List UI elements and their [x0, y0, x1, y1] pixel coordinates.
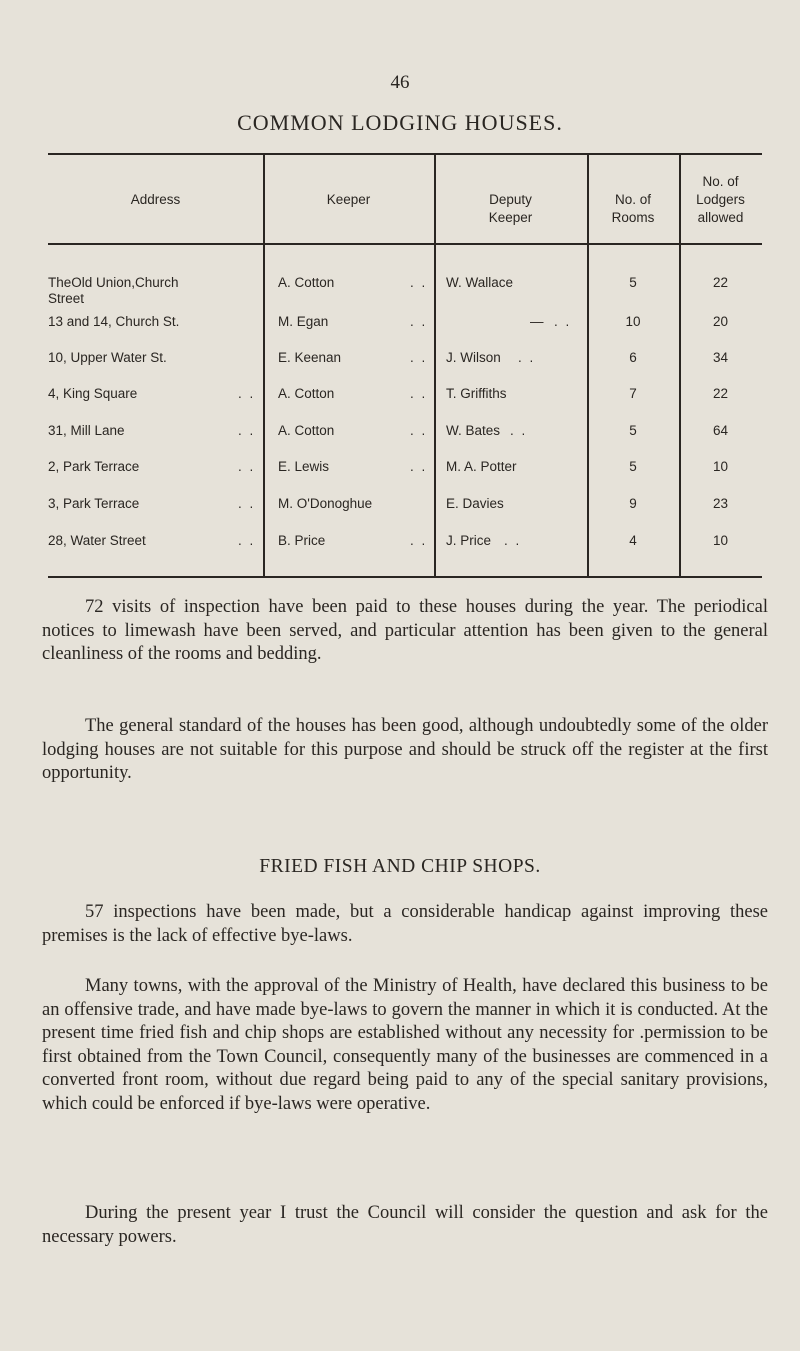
cell-keeper: A. Cotton — [278, 423, 335, 438]
table-bottom-rule — [48, 576, 762, 578]
cell-keeper: A. Cotton — [278, 386, 335, 401]
table-header-rule — [48, 243, 762, 245]
cell-keeper: E. Keenan — [278, 350, 342, 365]
table-top-rule — [48, 153, 762, 155]
cell-deputy: E. Davies — [446, 496, 504, 511]
leader-dots: . . — [504, 533, 522, 548]
paragraph-bye-laws: Many towns, with the approval of the Ministry of Health, have declared this business to be an offensive trade, and have made bye-laws to govern the manner in which it is conducted. At the present time fried fish and chip shops are established without any necessity for .permission to be first obtained from the Town Council, consequently many of the businesses are commenced in a converted front room, without due regard being paid to any of the special sanitary provisions, which could be enforced if bye-laws were operative. — [42, 976, 768, 1114]
leader-dots: . . — [410, 533, 428, 548]
paragraph-fish-inspections: 57 inspections have been made, but a considerable handicap against improving these premises is the lack of effective bye-laws. — [42, 902, 768, 946]
section-title-fish-chip: FRIED FISH AND CHIP SHOPS. — [259, 856, 541, 877]
leader-dots: . . — [238, 386, 256, 401]
leader-dots: . . — [410, 350, 428, 365]
cell-keeper: M. O'Donoghue — [278, 496, 373, 511]
cell-address: 3, Park Terrace — [48, 496, 140, 511]
cell-keeper: M. Egan — [278, 314, 329, 329]
table-column-rule — [263, 153, 265, 578]
header-keeper: Keeper — [326, 192, 371, 207]
leader-dots: . . — [554, 314, 572, 329]
cell-lodgers: 10 — [712, 533, 729, 548]
cell-address: 4, King Square — [48, 386, 138, 401]
cell-rooms: 5 — [629, 459, 637, 474]
leader-dots: . . — [410, 386, 428, 401]
leader-dots: . . — [238, 533, 256, 548]
cell-deputy: M. A. Potter — [446, 459, 517, 474]
cell-address: 2, Park Terrace — [48, 459, 140, 474]
page-title: COMMON LODGING HOUSES. — [237, 110, 563, 135]
cell-address: TheOld Union,Church Street — [48, 275, 179, 306]
cell-deputy: W. Wallace — [446, 275, 514, 290]
cell-lodgers: 64 — [712, 423, 729, 438]
cell-deputy: T. Griffiths — [446, 386, 507, 401]
cell-address: 13 and 14, Church St. — [48, 314, 180, 329]
cell-deputy: J. Wilson — [446, 350, 501, 365]
cell-deputy: — — [530, 314, 544, 329]
paragraph-general-standard: The general standard of the houses has been good, although undoubtedly some of the older lodging houses are not suitable for this purpose and should be struck off the register at the first opportunity. — [42, 716, 768, 783]
header-deputy-keeper: Deputy Keeper — [488, 192, 533, 225]
leader-dots: . . — [410, 275, 428, 290]
cell-deputy: W. Bates — [446, 423, 501, 438]
paragraph-council: During the present year I trust the Council will consider the question and ask for the necessary powers. — [42, 1203, 768, 1247]
header-no-of-rooms: No. of Rooms — [611, 192, 655, 225]
leader-dots: . . — [238, 496, 256, 511]
cell-rooms: 9 — [629, 496, 637, 511]
cell-rooms: 4 — [629, 533, 637, 548]
cell-lodgers: 20 — [712, 314, 729, 329]
header-no-of-lodgers: No. of Lodgers allowed — [696, 174, 745, 225]
cell-rooms: 6 — [629, 350, 637, 365]
leader-dots: . . — [238, 459, 256, 474]
cell-keeper: A. Cotton — [278, 275, 335, 290]
leader-dots: . . — [410, 314, 428, 329]
cell-keeper: B. Price — [278, 533, 326, 548]
header-address: Address — [130, 192, 181, 207]
cell-rooms: 5 — [629, 423, 637, 438]
leader-dots: . . — [238, 423, 256, 438]
cell-lodgers: 34 — [712, 350, 729, 365]
lodging-houses-table — [48, 153, 762, 578]
cell-rooms: 10 — [625, 314, 641, 329]
paragraph-inspections: 72 visits of inspection have been paid to these houses during the year. The periodical notices to limewash have been served, and particular attention has been given to the general cleanliness of the rooms and bedding. — [42, 597, 768, 664]
cell-lodgers: 22 — [712, 275, 729, 290]
page-number: 46 — [390, 72, 410, 93]
cell-address: 28, Water Street — [48, 533, 146, 548]
leader-dots: . . — [518, 350, 536, 365]
cell-keeper: E. Lewis — [278, 459, 330, 474]
cell-rooms: 5 — [629, 275, 637, 290]
cell-lodgers: 23 — [712, 496, 729, 511]
cell-address: 10, Upper Water St. — [48, 350, 167, 365]
cell-address: 31, Mill Lane — [48, 423, 125, 438]
leader-dots: . . — [410, 459, 428, 474]
cell-lodgers: 10 — [712, 459, 729, 474]
leader-dots: . . — [410, 423, 428, 438]
cell-lodgers: 22 — [712, 386, 729, 401]
cell-deputy: J. Price — [446, 533, 492, 548]
leader-dots: . . — [510, 423, 528, 438]
cell-rooms: 7 — [629, 386, 637, 401]
